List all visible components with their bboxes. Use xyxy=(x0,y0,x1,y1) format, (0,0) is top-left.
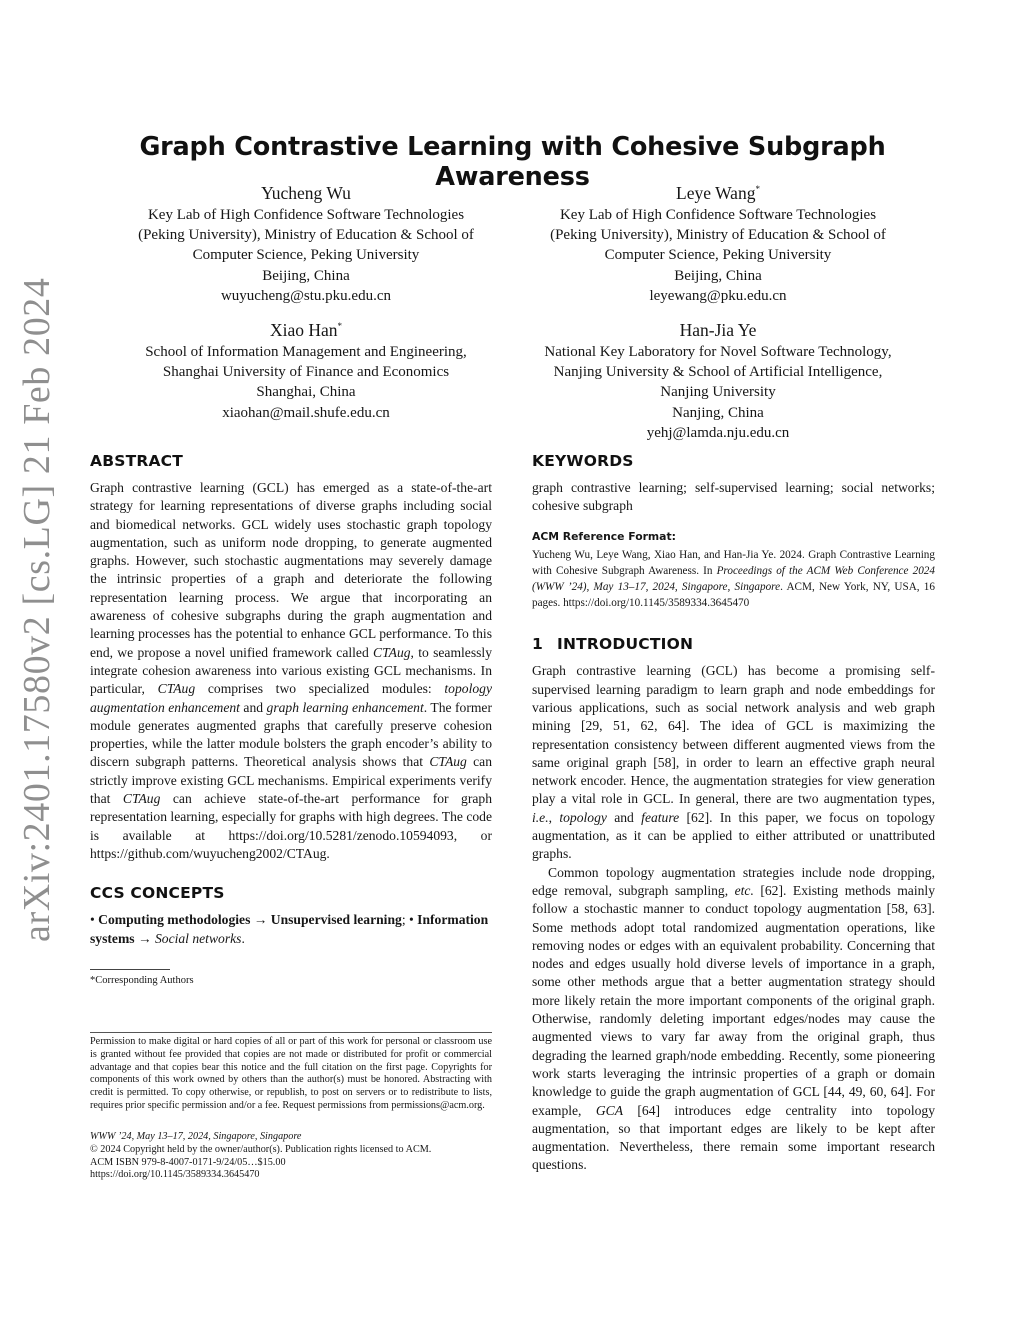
abstract-heading: ABSTRACT xyxy=(90,452,184,470)
abstract-text: Graph contrastive learning (GCL) has emerged as a state-of-the-art strategy for learning representations of diverse graphs including social and biomedical networks. GCL widely uses stochastic graph topology augmentation, such as uniform node dropping, to generate augmented graphs. However, such stochastic augmentations may severely damage the intrinsic properties of a graph and deteriorate the following representation learning process. We argue that incorporating an awareness of cohesive subgraphs during the graph augmentation and learning processes has the potential to enhance GCL performance. To this end, we propose a novel unified framework called CTAug, to seamlessly integrate cohesion awareness into various existing GCL mechanisms. In particular, CTAug comprises two specialized modules: topology augmentation enhancement and graph learning enhancement. The former module generates augmented graphs that carefully preserve cohesion properties, while the latter module bolsters the graph encoder’s ability to discern subgraph patterns. Theoretical analysis shows that CTAug can strictly improve existing GCL mechanisms. Empirical experiments verify that CTAug can achieve state-of-the-art performance for graph representation learning, especially for graphs with high degrees. The code is available at https://doi.org/10.5281/zenodo.10594093, or https://github.com/wuyucheng2002/CTAug. xyxy=(90,480,493,861)
author-affiliation-line: Computer Science, Peking University xyxy=(192,247,420,264)
corresponding-authors-footnote: *Corresponding Authors xyxy=(90,974,194,986)
isbn-line: ACM ISBN 979-8-4007-0171-9/24/05…$15.00 xyxy=(90,1156,286,1168)
author-affiliation-line: Nanjing University xyxy=(660,384,776,401)
author-location: Shanghai, China xyxy=(256,384,356,401)
doi-link[interactable]: https://doi.org/10.1145/3589334.3645470 xyxy=(90,1169,260,1181)
left-column xyxy=(90,452,492,988)
author-affiliation-line: Computer Science, Peking University xyxy=(604,247,832,264)
keywords-heading: KEYWORDS xyxy=(532,452,634,470)
author-email: leyewang@pku.edu.cn xyxy=(649,287,787,304)
introduction-heading: 1 INTRODUCTION xyxy=(532,635,694,654)
ccs-concepts-heading: CCS CONCEPTS xyxy=(90,884,225,903)
copyright-line: © 2024 Copyright held by the owner/author(s). Publication rights licensed to ACM. xyxy=(90,1143,432,1155)
footnote-rule xyxy=(90,969,170,970)
corresponding-mark: * xyxy=(755,184,760,195)
author-email: yehj@lamda.nju.edu.cn xyxy=(646,424,790,441)
author-block-4 xyxy=(502,318,934,443)
author-affiliation-line: School of Information Management and Engineering, xyxy=(145,344,467,360)
keywords-text: graph contrastive learning; self-supervised learning; social networks; cohesive subgraph xyxy=(532,480,935,514)
author-name: Han-Jia Ye xyxy=(679,320,757,340)
author-email: xiaohan@mail.shufe.edu.cn xyxy=(222,404,390,421)
author-location: Beijing, China xyxy=(674,267,762,284)
author-name: Leye Wang* xyxy=(676,183,760,203)
arxiv-identifier-stamp: arXiv:2401.17580v2 [cs.LG] 21 Feb 2024 xyxy=(16,277,58,942)
acm-reference-text: Yucheng Wu, Leye Wang, Xiao Han, and Han-Jia Ye. 2024. Graph Contrastive Learning with Cohesive Subgraph Awareness. In Proceedings of the ACM Web Conference 2024 (WWW ’24), May 13–17, 2024, Singapore, Singapore. ACM, New York, NY, USA, 16 pages. https://doi.org/10.1145/3589334.3645470 xyxy=(532,548,935,610)
permission-notice: Permission to make digital or hard copies of all or part of this work for personal or classroom use is granted without fee provided that copies are not made or distributed for profit or commercial advantage and that copies bear this notice and the full citation on the first page. Copyrights for components of this work owned by others than the author(s) must be honored. Abstracting with credit is permitted. To copy otherwise, or republish, to post on servers or to redistribute to lists, requires prior specific permission and/or a fee. Request permissions from permissions@acm.org. xyxy=(90,1036,492,1111)
author-affiliation-line: Key Lab of High Confidence Software Technologies xyxy=(147,207,465,223)
author-name: Yucheng Wu xyxy=(261,183,351,203)
introduction-paragraph-1: Graph contrastive learning (GCL) has become a promising self-supervised learning paradigm to learn graph and node embeddings for various applications, such as social network analysis and web graph mining [29, 51, 62, 64]. The idea of GCL is maximizing the representation consistency between different augmented views from the same original graph [58], in order to learn an effective graph neural network encoder. Hence, the augmentation strategies for view generation play a vital role in GCL. In general, there are two augmentation types, i.e., topology and feature [62]. In this paper, we focus on topology augmentation, as it can be applied to either attributed or unattributed graphs. xyxy=(532,663,935,862)
author-block-1 xyxy=(90,181,522,306)
permission-rule xyxy=(90,1032,492,1033)
author-block-2 xyxy=(502,181,934,306)
author-affiliation-line: Key Lab of High Confidence Software Technologies xyxy=(559,207,877,223)
author-affiliation-line: (Peking University), Ministry of Education & School of xyxy=(138,227,474,244)
author-affiliation-line: National Key Laboratory for Novel Software Technology, xyxy=(544,344,892,360)
author-affiliation-line: Nanjing University & School of Artificial Intelligence, xyxy=(553,364,883,381)
author-email: wuyucheng@stu.pku.edu.cn xyxy=(220,287,392,304)
author-name: Xiao Han* xyxy=(269,320,343,340)
acm-reference-heading: ACM Reference Format: xyxy=(532,529,676,543)
author-location: Beijing, China xyxy=(262,267,350,284)
author-affiliation-line: Shanghai University of Finance and Economics xyxy=(162,364,450,381)
paper-title: Graph Contrastive Learning with Cohesive Subgraph Awareness xyxy=(139,132,886,192)
corresponding-mark: * xyxy=(337,321,343,332)
introduction-paragraph-2: Common topology augmentation strategies include node dropping, edge removal, subgraph sampling, etc. [62]. Existing methods mainly follow a stochastic manner to conduct topology augmentation [58, 63]. Some methods adopt total randomized augmentation operations, like removing nodes or edges with an equivalent probability. Concerning that nodes and edges usually hold diverse levels of importance in a graph, some other methods argue that a better augmentation strategy should more likely retain the more important components of the original graph. Otherwise, randomly deleting important edges/nodes may cause the augmented views to vary far away from the original graph, thus degrading the learned graph/node embedding. Recently, some pioneering work starts leveraging the intrinsic properties of a graph or domain knowledge to guide the graph augmentation of GCL [44, 49, 60, 64]. For example, GCA [64] introduces edge centrality into topology augmentation, so that important edges are likely to be kept after augmentation. Nevertheless, there remain some important research questions. xyxy=(532,864,936,1173)
author-block-3 xyxy=(90,318,522,423)
right-column xyxy=(532,452,935,1175)
ccs-concepts-text: • Computing methodologies → Unsupervised learning; • Information systems → Social networks. xyxy=(90,912,489,946)
publication-info xyxy=(90,1131,492,1182)
conference-venue: WWW ’24, May 13–17, 2024, Singapore, Singapore xyxy=(90,1131,302,1142)
author-affiliation-line: (Peking University), Ministry of Education & School of xyxy=(550,227,886,244)
author-location: Nanjing, China xyxy=(672,404,764,421)
